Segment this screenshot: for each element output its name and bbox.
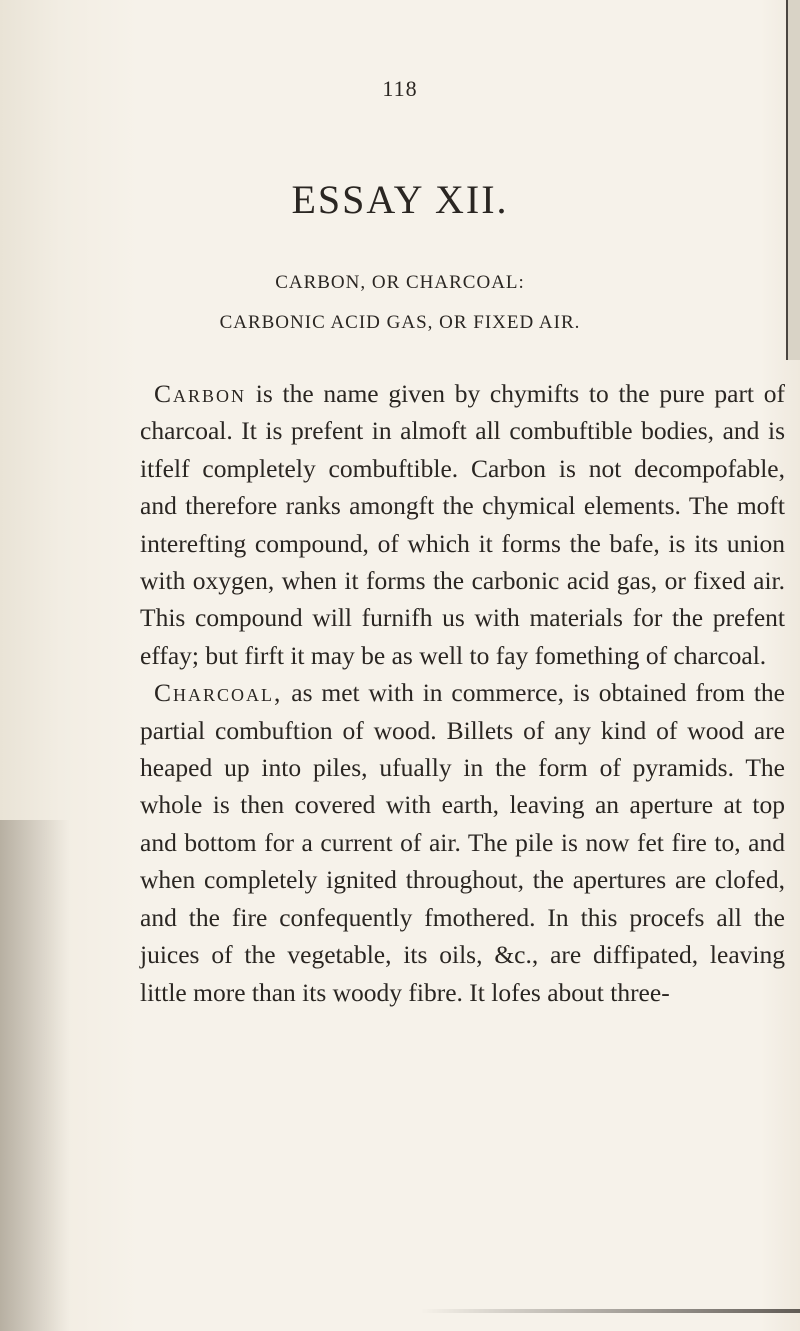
subtitle-line-2: CARBONIC ACID GAS, OR FIXED AIR. — [219, 312, 581, 333]
page-number: 118 — [382, 76, 418, 101]
bottom-rule — [420, 1309, 800, 1313]
paragraph-lead: Charcoal, — [154, 678, 283, 708]
essay-title: ESSAY XII. — [291, 177, 509, 222]
binding-shadow — [0, 820, 70, 1331]
subtitle-line-1: CARBON, OR CHARCOAL: — [275, 272, 525, 293]
essay-body — [140, 375, 785, 1011]
paragraph-text: as met with in commerce, is obtained from the partial combuftion of wood. Billets of any kind of wood are heaped up into piles, ufually in the form of pyramids. The whole is then covered with earth, leaving an aperture at top and bottom for a current of air. The pile is now fet fire to, and when completely ignited throughout, the apertures are clofed, and the fire confequently fmothered. In this procefs all the juices of the vegetable, its oils, &c., are diffipated, leaving little more than its woody fibre. It lofes about three- — [140, 678, 785, 1007]
paragraph-charcoal — [140, 674, 785, 1011]
paragraph-carbon — [140, 375, 785, 674]
paragraph-lead: Carbon — [154, 379, 247, 408]
paragraph-text: is the name given by chymifts to the pure part of charcoal. It is prefent in almoft all combuftible bodies, and is itfelf completely combuftible. Carbon is not decompofable, and therefore ranks amongft the chymical elements. The moft interefting compound, of which it forms the bafe, is its union with oxygen, when it forms the carbonic acid gas, or fixed air. This compound will furnifh us with materials for the prefent effay; but firft it may be as well to fay fomething of charcoal. — [140, 379, 785, 670]
